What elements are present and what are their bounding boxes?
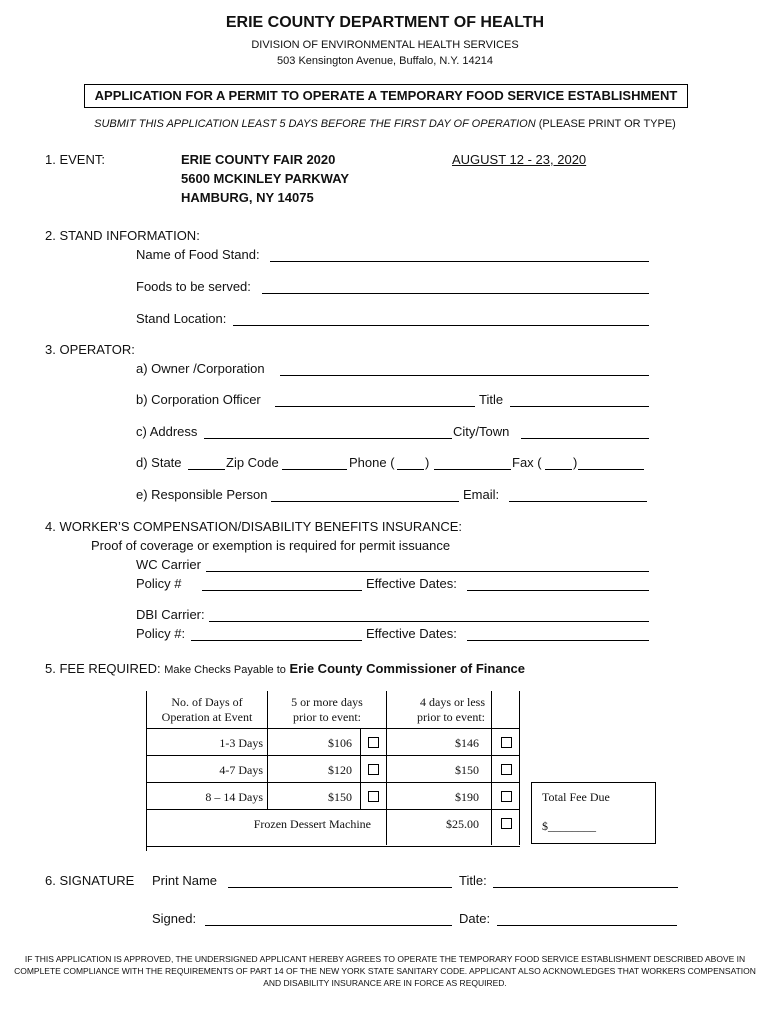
phone-paren-close: ) (425, 455, 430, 470)
operator-section-label: 3. OPERATOR: (45, 342, 135, 357)
zip-code-field[interactable] (282, 469, 347, 470)
officer-title-label: Title (479, 392, 504, 407)
wc-policy-field[interactable] (202, 590, 362, 591)
fax-label: Fax ( (512, 455, 542, 470)
fee-row-late-check-cell (491, 755, 520, 783)
zip-code-label: Zip Code (226, 455, 279, 470)
fee-row-early-amount: $106 (267, 728, 361, 756)
dbi-carrier-field[interactable] (209, 621, 649, 622)
event-name: ERIE COUNTY FAIR 2020 (181, 152, 336, 167)
fee-header-late-line1: 4 days or less (420, 695, 485, 709)
payable-to-text: Make Checks Payable to (164, 664, 286, 676)
insurance-section-label: 4. WORKER’S COMPENSATION/DISABILITY BENEFITS INSURANCE: (45, 519, 463, 534)
date-label: Date: (459, 911, 491, 926)
checkbox-8-14-days-early[interactable] (368, 791, 379, 802)
fee-header-early (267, 691, 387, 729)
checkbox-4-7-days-early[interactable] (368, 764, 379, 775)
officer-title-field[interactable] (510, 406, 649, 407)
submission-note (0, 118, 770, 130)
dbi-carrier-label: DBI Carrier: (136, 607, 205, 622)
fee-required-label: 5. FEE REQUIRED: (45, 661, 161, 676)
checkbox-8-14-days-late[interactable] (501, 791, 512, 802)
fee-table-left-rule (146, 809, 147, 851)
food-stand-name-label: Name of Food Stand: (136, 247, 260, 262)
state-field[interactable] (188, 469, 225, 470)
checkbox-4-7-days-late[interactable] (501, 764, 512, 775)
corporation-officer-label: b) Corporation Officer (136, 392, 261, 407)
fax-area-field[interactable] (545, 469, 572, 470)
city-town-label: City/Town (453, 424, 510, 439)
phone-number-field[interactable] (434, 469, 511, 470)
fee-header-early-line2: prior to event: (293, 710, 361, 724)
stand-section-label: 2. STAND INFORMATION: (45, 228, 200, 243)
fee-row-late-check-cell (491, 809, 520, 845)
responsible-person-label: e) Responsible Person (136, 487, 268, 502)
wc-carrier-field[interactable] (206, 571, 649, 572)
dbi-effective-dates-label: Effective Dates: (366, 626, 457, 641)
email-label: Email: (463, 487, 500, 502)
fee-row-late-check-cell (491, 728, 520, 756)
dbi-policy-label: Policy #: (136, 626, 186, 641)
fee-row-late-amount: $190 (386, 782, 492, 810)
form-title: APPLICATION FOR A PERMIT TO OPERATE A TEMPORARY FOOD SERVICE ESTABLISHMENT (84, 84, 688, 108)
foods-served-field[interactable] (262, 293, 649, 294)
signature-section-label: 6. SIGNATURE (45, 873, 135, 888)
stand-location-label: Stand Location: (136, 311, 227, 326)
fee-row-early-check-cell (360, 755, 387, 783)
food-stand-name-field[interactable] (270, 261, 649, 262)
phone-label: Phone ( (349, 455, 395, 470)
proof-of-coverage-text: Proof of coverage or exemption is required for permit issuance (91, 538, 451, 553)
event-street: 5600 MCKINLEY PARKWAY (181, 171, 350, 186)
checkbox-frozen-dessert[interactable] (501, 818, 512, 829)
wc-carrier-label: WC Carrier (136, 557, 201, 572)
fee-row-early-amount: $120 (267, 755, 361, 783)
total-fee-box[interactable] (531, 782, 656, 844)
event-section-label: 1. EVENT: (45, 152, 105, 167)
total-fee-value: $________ (542, 819, 596, 833)
fee-row-late-amount: $150 (386, 755, 492, 783)
fee-row-early-check-cell (360, 782, 387, 810)
department-address: 503 Kensington Avenue, Buffalo, N.Y. 14214 (277, 55, 493, 67)
signed-label: Signed: (152, 911, 197, 926)
print-name-label: Print Name (152, 873, 218, 888)
date-field[interactable] (497, 925, 677, 926)
responsible-person-field[interactable] (271, 501, 459, 502)
address-field[interactable] (204, 438, 452, 439)
wc-effective-dates-field[interactable] (467, 590, 649, 591)
fee-header-late (386, 691, 492, 729)
print-name-field[interactable] (228, 887, 452, 888)
fee-header-early-line1: 5 or more days (291, 695, 363, 709)
checkbox-1-3-days-late[interactable] (501, 737, 512, 748)
wc-policy-label: Policy # (136, 576, 182, 591)
corporation-officer-field[interactable] (275, 406, 475, 407)
signed-field[interactable] (205, 925, 452, 926)
email-field[interactable] (509, 501, 647, 502)
stand-location-field[interactable] (233, 325, 649, 326)
fax-number-field[interactable] (578, 469, 644, 470)
fee-header-days (146, 691, 268, 729)
fee-section-label (45, 661, 525, 676)
foods-served-label: Foods to be served: (136, 279, 251, 294)
fee-header-days-line1: No. of Days of (171, 695, 243, 709)
signature-title-label: Title: (459, 873, 487, 888)
dbi-effective-dates-field[interactable] (467, 640, 649, 641)
phone-area-field[interactable] (397, 469, 424, 470)
event-city: HAMBURG, NY 14075 (181, 190, 314, 205)
fee-row-days: 8 – 14 Days (146, 782, 268, 810)
fee-row-early-amount: $150 (267, 782, 361, 810)
address-label: c) Address (136, 424, 198, 439)
fee-table-bottom-rule (146, 846, 520, 847)
city-town-field[interactable] (521, 438, 649, 439)
checkbox-1-3-days-early[interactable] (368, 737, 379, 748)
state-label: d) State (136, 455, 182, 470)
division-name: DIVISION OF ENVIRONMENTAL HEALTH SERVICES (251, 39, 519, 51)
department-title: ERIE COUNTY DEPARTMENT OF HEALTH (225, 14, 545, 31)
wc-effective-dates-label: Effective Dates: (366, 576, 457, 591)
submission-note-italic: SUBMIT THIS APPLICATION LEAST 5 DAYS BEFORE THE FIRST DAY OF OPERATION (94, 118, 536, 130)
signature-title-field[interactable] (493, 887, 678, 888)
frozen-dessert-fee: $25.00 (386, 809, 492, 845)
fax-paren-close: ) (573, 455, 578, 470)
compliance-statement: IF THIS APPLICATION IS APPROVED, THE UNDERSIGNED APPLICANT HEREBY AGREES TO OPERATE THE TEMPORARY FOOD SERVICE ESTABLISHMENT DESCRIBED ABOVE IN COMPLETE COMPLIANCE WITH THE REQUIREMENTS OF PART 14 OF THE NEW YORK STATE SANITARY CODE. APPLICANT ALSO ACKNOWLEDGES THAT WORKERS COMPENSATION AND DISABILITY INSURANCE ARE IN FORCE AS REQUIRED. (14, 954, 756, 988)
total-fee-label: Total Fee Due (542, 790, 610, 804)
fee-row-days: 4-7 Days (146, 755, 268, 783)
owner-corporation-field[interactable] (280, 375, 649, 376)
frozen-dessert-label: Frozen Dessert Machine (146, 809, 387, 845)
fee-row-days: 1-3 Days (146, 728, 268, 756)
owner-corporation-label: a) Owner /Corporation (136, 361, 265, 376)
event-dates: AUGUST 12 - 23, 2020 (452, 152, 587, 167)
fee-header-spacer (491, 691, 520, 729)
dbi-policy-field[interactable] (191, 640, 362, 641)
fee-row-late-amount: $146 (386, 728, 492, 756)
fee-row-early-check-cell (360, 728, 387, 756)
fee-row-late-check-cell (491, 782, 520, 810)
print-type-note: (PLEASE PRINT OR TYPE) (538, 118, 676, 130)
payee-name: Erie County Commissioner of Finance (289, 661, 525, 676)
fee-header-days-line2: Operation at Event (161, 710, 253, 724)
fee-header-late-line2: prior to event: (417, 710, 485, 724)
